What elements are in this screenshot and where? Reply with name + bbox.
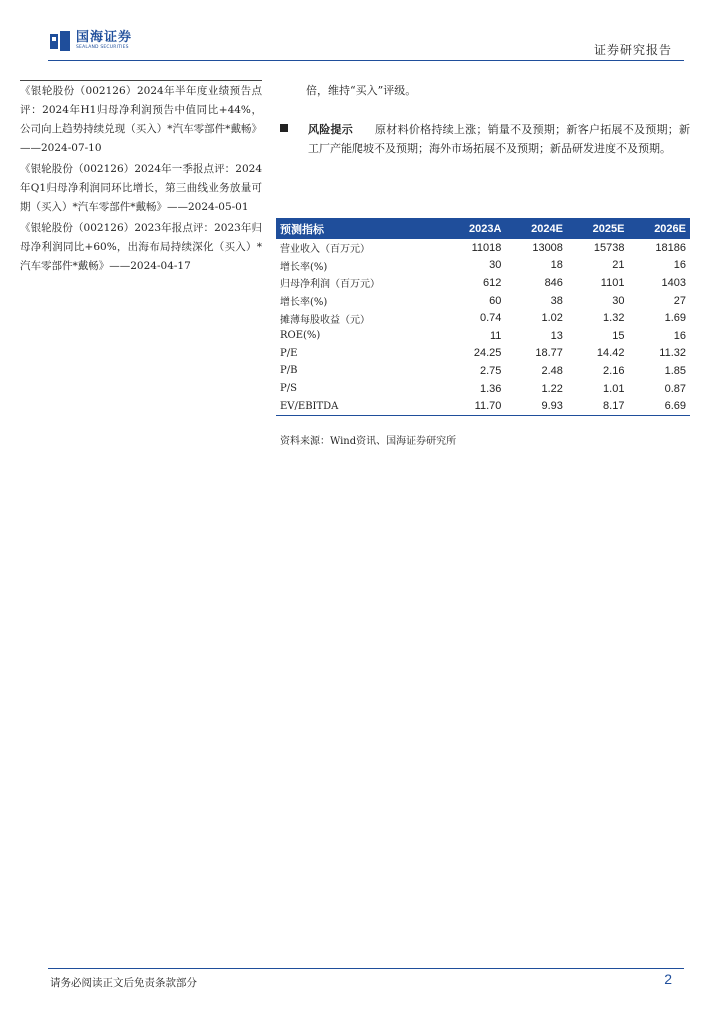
- value-cell: 30: [489, 259, 502, 272]
- value-cell: 846: [544, 276, 563, 289]
- table-row: [276, 345, 690, 363]
- value-cell: 2.48: [541, 364, 563, 377]
- table-row: [276, 380, 690, 398]
- value-cell: 15: [612, 329, 625, 342]
- value-cell: 11.70: [443, 397, 505, 415]
- table-row: [276, 362, 690, 380]
- value-cell: 18.77: [535, 347, 563, 360]
- value-cell: 1403: [661, 276, 686, 289]
- value-cell: 2.75: [479, 364, 502, 377]
- value-cell: 6.69: [628, 397, 690, 415]
- table-header-cell: 2025E: [567, 218, 629, 239]
- header-divider: [48, 60, 684, 61]
- table-row: [276, 239, 690, 257]
- value-cell: 11: [489, 329, 502, 342]
- value-cell: 612: [483, 276, 502, 289]
- value-cell: 13008: [532, 241, 563, 254]
- value-cell: 1.02: [541, 312, 563, 325]
- report-type-label: 证券研究报告: [593, 43, 672, 57]
- related-report-item[interactable]: 《银轮股份（002126）2024年半年度业绩预告点评：2024年H1归母净利润预告中值同比+44%，公司向上趋势持续兑现（买入）*汽车零部件*戴畅》——2024-07-10: [20, 85, 262, 154]
- value-cell: 21: [612, 259, 625, 272]
- value-cell: 14.42: [596, 347, 625, 360]
- logo-name-cn: 国海证券: [76, 30, 133, 45]
- value-cell: 8.17: [567, 397, 629, 415]
- related-report-item[interactable]: 《银轮股份（002126）2024年一季报点评：2024年Q1归母净利润同环比增长，第三曲线业务放量可期（买入）*汽车零部件*戴畅》——2024-05-01: [20, 163, 262, 213]
- value-cell: 27: [673, 294, 686, 307]
- value-cell: 1.36: [479, 382, 502, 395]
- table-header-cell: 2026E: [628, 218, 690, 239]
- related-reports: [20, 80, 262, 276]
- footer-disclaimer: 请务必阅读正文后免责条款部分: [50, 977, 197, 989]
- value-cell: 1101: [600, 276, 625, 289]
- value-cell: 1.01: [603, 382, 625, 395]
- square-bullet-icon: [280, 124, 288, 132]
- value-cell: 16: [673, 329, 686, 342]
- value-cell: 0.74: [479, 312, 502, 325]
- rating-continuation: 倍，维持“买入”评级。: [306, 84, 417, 97]
- row-label-cell: 归母净利润（百万元）: [280, 279, 380, 291]
- value-cell: 18186: [655, 241, 686, 254]
- row-label-cell: ROE(%): [280, 330, 321, 342]
- value-cell: 2.16: [603, 364, 625, 377]
- table-header-cell: 预测指标: [276, 218, 443, 239]
- table-row: [276, 327, 690, 345]
- risk-label: 风险提示: [308, 123, 354, 136]
- row-label-cell: P/E: [280, 347, 298, 359]
- row-label-cell: EV/EBITDA: [276, 397, 443, 415]
- table-row: [276, 274, 690, 292]
- row-label-cell: 营业收入（百万元）: [280, 244, 370, 256]
- value-cell: 9.93: [505, 397, 567, 415]
- table-header-row: [276, 218, 690, 239]
- row-label-cell: P/S: [280, 383, 297, 395]
- table-header-cell: 2024E: [505, 218, 567, 239]
- value-cell: 16: [673, 259, 686, 272]
- footer-divider: [48, 968, 684, 969]
- value-cell: 18: [550, 259, 563, 272]
- table-source-note: 资料来源：Wind资讯、国海证券研究所: [280, 436, 457, 447]
- value-cell: 11.32: [659, 347, 686, 360]
- logo-icon: [50, 31, 72, 51]
- value-cell: 60: [489, 294, 502, 307]
- row-label-cell: 增长率(%): [280, 261, 328, 273]
- value-cell: 15738: [593, 241, 625, 254]
- value-cell: 1.69: [664, 312, 686, 325]
- logo-name-en: SEALAND SECURITIES: [76, 45, 129, 50]
- value-cell: 38: [550, 294, 563, 307]
- risk-text: 原材料价格持续上涨；销量不及预期；新客户拓展不及预期；新工厂产能爬坡不及预期；海外市场拓展不及预期；新品研发进度不及预期。: [308, 123, 691, 155]
- table-row: [276, 292, 690, 310]
- row-label-cell: 摊薄每股收益（元）: [280, 314, 370, 326]
- table-header-cell: 2023A: [443, 218, 505, 239]
- table-row: [276, 257, 690, 275]
- row-label-cell: P/B: [280, 365, 298, 377]
- value-cell: 0.87: [664, 382, 686, 395]
- table-row: [276, 397, 690, 415]
- value-cell: 30: [612, 294, 625, 307]
- value-cell: 24.25: [473, 347, 502, 360]
- page-number: 2: [664, 971, 672, 987]
- table-row: [276, 309, 690, 327]
- value-cell: 13: [550, 329, 563, 342]
- forecast-table: [276, 218, 690, 416]
- row-label-cell: 增长率(%): [280, 297, 328, 309]
- value-cell: 1.22: [541, 382, 563, 395]
- value-cell: 11018: [471, 241, 502, 254]
- related-report-item[interactable]: 《银轮股份（002126）2023年报点评：2023年归母净利润同比+60%，出海布局持续深化（买入）*汽车零部件*戴畅》——2024-04-17: [20, 222, 262, 272]
- value-cell: 1.85: [664, 364, 686, 377]
- value-cell: 1.32: [603, 312, 625, 325]
- company-logo: [50, 31, 132, 51]
- risk-section: [280, 120, 690, 158]
